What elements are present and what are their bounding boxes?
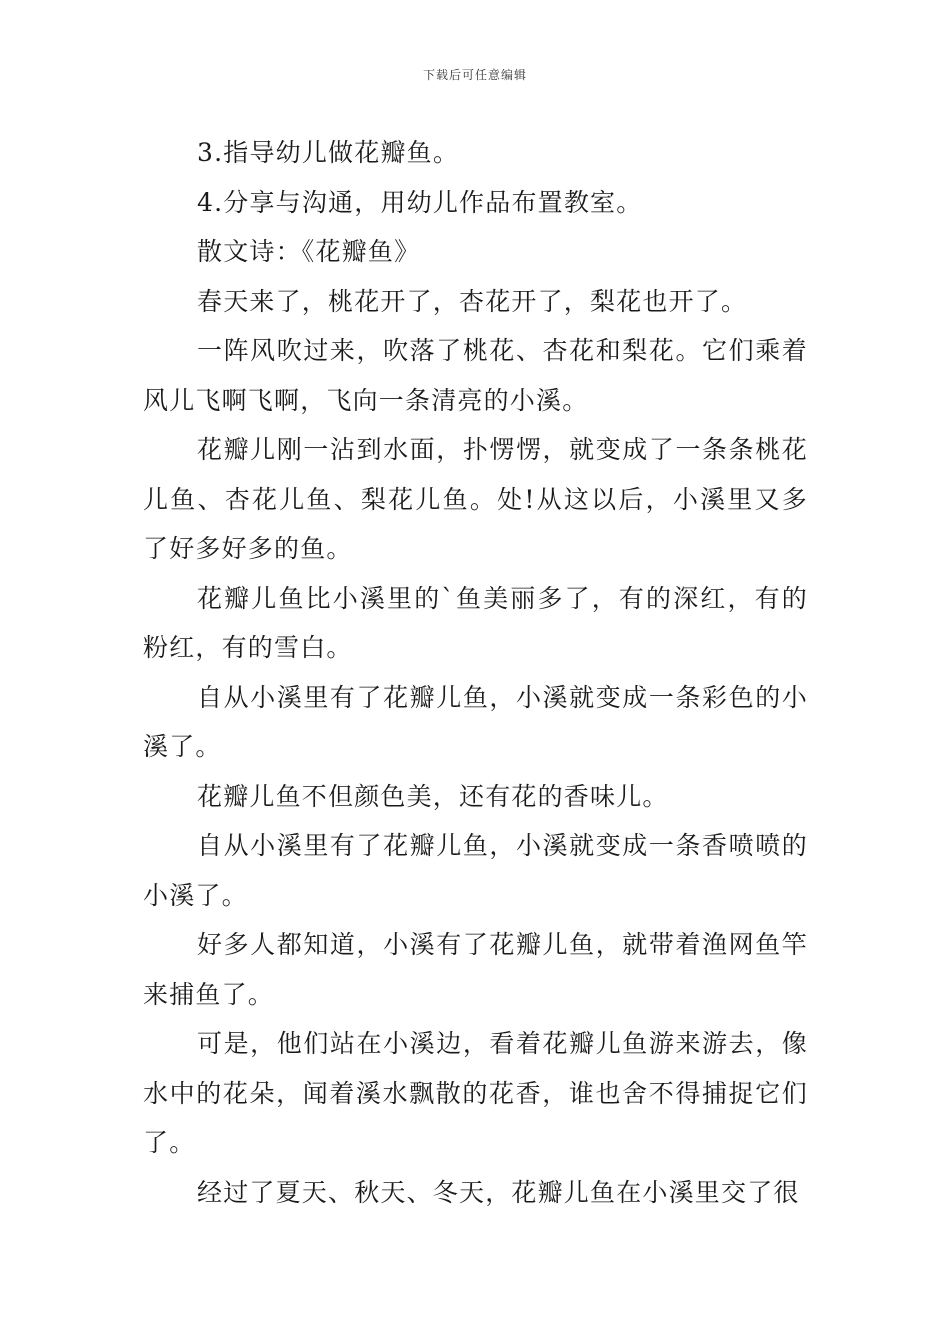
paragraph: 自从小溪里有了花瓣儿鱼，小溪就变成一条香喷喷的小溪了。 <box>143 831 808 910</box>
paragraph: 可是，他们站在小溪边，看着花瓣儿鱼游来游去，像水中的花朵，闻着溪水飘散的花香，谁也舍不得捕捉它们了。 <box>143 1029 808 1157</box>
paragraph: 春天来了，桃花开了，杏花开了，梨花也开了。 <box>197 286 748 316</box>
poem-title: 散文诗：《花瓣鱼》 <box>197 237 421 266</box>
paragraph-step-4: 4.分享与沟通，用幼儿作品布置教室。 <box>197 187 643 217</box>
page-header-note: 下载后可任意编辑 <box>422 68 527 82</box>
paragraph: 花瓣儿鱼不但颜色美，还有花的香味儿。 <box>197 781 669 811</box>
paragraph: 花瓣儿刚一沾到水面，扑愣愣，就变成了一条条桃花儿鱼、杏花儿鱼、梨花儿鱼。处!从这以后，小溪里又多了好多好多的鱼。 <box>143 435 808 563</box>
paragraph: 花瓣儿鱼比小溪里的`鱼美丽多了，有的深红，有的粉红，有的雪白。 <box>143 583 808 662</box>
paragraph: 一阵风吹过来，吹落了桃花、杏花和梨花。它们乘着风儿飞啊飞啊，飞向一条清亮的小溪。 <box>143 336 808 415</box>
paragraph: 好多人都知道，小溪有了花瓣儿鱼，就带着渔网鱼竿来捕鱼了。 <box>143 930 808 1009</box>
paragraph: 自从小溪里有了花瓣儿鱼，小溪就变成一条彩色的小溪了。 <box>143 682 808 761</box>
paragraph-step-3: 3.指导幼儿做花瓣鱼。 <box>197 138 460 167</box>
paragraph: 经过了夏天、秋天、冬天，花瓣儿鱼在小溪里交了很 <box>197 1177 800 1207</box>
document-body <box>143 128 808 1217</box>
